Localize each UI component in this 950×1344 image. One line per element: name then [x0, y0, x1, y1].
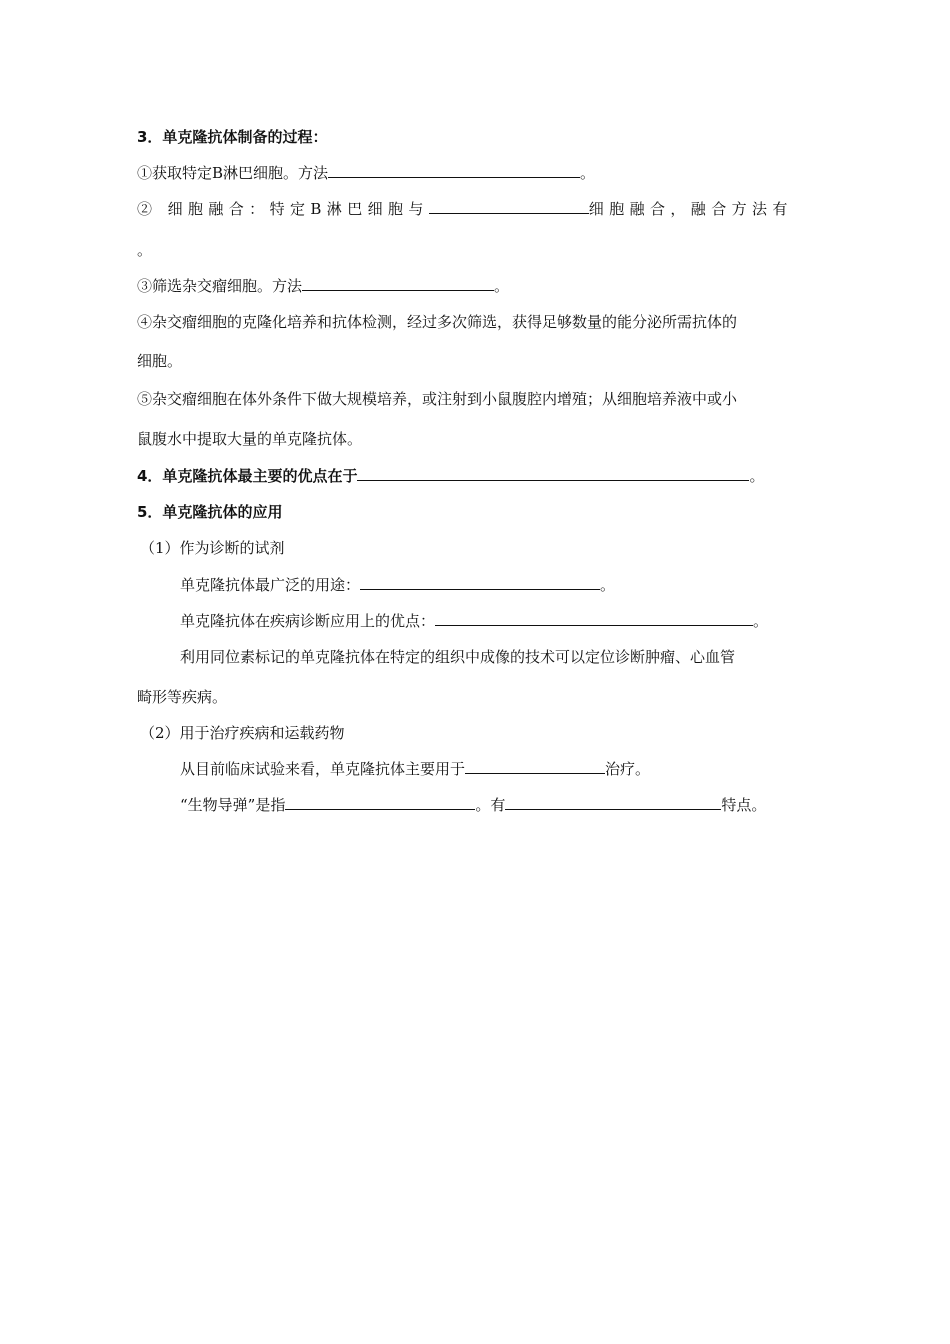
step-4-line-1: ④杂交瘤细胞的克隆化培养和抗体检测，经过多次筛选，获得足够数量的能分泌所需抗体的 [137, 313, 738, 331]
missile-blank-2[interactable] [505, 795, 721, 810]
missile-mid: 。有 [475, 796, 506, 814]
step-1-end: 。 [580, 164, 596, 182]
step-3-blank[interactable] [302, 276, 494, 291]
missile-text: “生物导弹”是指 [180, 796, 286, 814]
step-1-blank[interactable] [328, 163, 580, 178]
clinic-end: 治疗。 [605, 760, 651, 778]
step-4-line-2: 细胞。 [137, 352, 183, 370]
section-5-title: 5．单克隆抗体的应用 [137, 503, 283, 521]
step-3-text: ③筛选杂交瘤细胞。方法 [137, 277, 303, 295]
use-blank[interactable] [360, 575, 600, 590]
section-4-end: 。 [749, 467, 765, 485]
section-4 [137, 466, 764, 486]
clinic-line [180, 759, 650, 779]
isotope-line-1: 利用同位素标记的单克隆抗体在特定的组织中成像的技术可以定位诊断肿瘤、心血管 [180, 648, 736, 666]
missile-blank-1[interactable] [285, 795, 475, 810]
section-4-blank[interactable] [357, 466, 749, 481]
step-5-line-2: 鼠腹水中提取大量的单克隆抗体。 [137, 430, 363, 448]
isotope-line-2: 畸形等疾病。 [137, 688, 228, 706]
clinic-blank[interactable] [465, 759, 605, 774]
use-line [180, 575, 615, 595]
subsection-2-title: （2）用于治疗疾病和运载药物 [140, 724, 345, 742]
step-1-text: ①获取特定B淋巴细胞。方法 [137, 164, 329, 182]
step-3 [137, 276, 509, 296]
step-2-text: ② 细胞融合：特定B淋巴细胞与 [137, 200, 429, 218]
subsection-1-title: （1）作为诊断的试剂 [140, 539, 285, 557]
advantage-line [180, 611, 768, 631]
advantage-text: 单克隆抗体在疾病诊断应用上的优点： [180, 612, 436, 630]
step-2 [137, 199, 793, 219]
step-2-end: 。 [137, 241, 153, 259]
section-3-title: 3．单克隆抗体制备的过程： [137, 128, 328, 146]
step-3-end: 。 [494, 277, 510, 295]
step-5-line-1: ⑤杂交瘤细胞在体外条件下做大规模培养，或注射到小鼠腹腔内增殖；从细胞培养液中或小 [137, 390, 738, 408]
clinic-text: 从目前临床试验来看，单克隆抗体主要用于 [180, 760, 466, 778]
missile-end: 特点。 [721, 796, 767, 814]
advantage-blank[interactable] [435, 611, 753, 626]
section-4-title: 4．单克隆抗体最主要的优点在于 [137, 467, 358, 485]
advantage-end: 。 [753, 612, 769, 630]
use-end: 。 [600, 576, 616, 594]
missile-line [180, 795, 766, 815]
step-2-blank[interactable] [429, 199, 589, 214]
use-text: 单克隆抗体最广泛的用途： [180, 576, 361, 594]
step-1 [137, 163, 595, 183]
step-2-mid: 细胞融合，融合方法有 [588, 200, 793, 218]
